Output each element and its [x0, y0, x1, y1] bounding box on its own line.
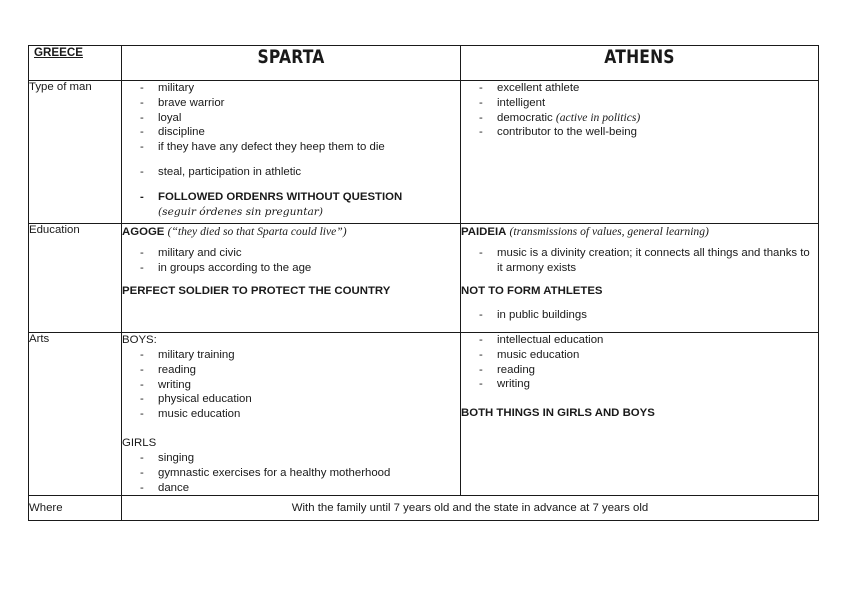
list-item: - in public buildings: [461, 308, 818, 323]
list-item: - democratic (active in politics): [461, 111, 818, 126]
sparta-type-list: [122, 81, 460, 155]
header-row: [29, 46, 819, 81]
boys-list: [122, 348, 460, 422]
list-item: - reading: [461, 363, 818, 378]
greece-header: [29, 46, 122, 81]
row-label-education: Education: [29, 224, 122, 333]
athens-type-list: [461, 81, 818, 140]
democratic-note: (active in politics): [555, 110, 641, 124]
list-item: - military training: [122, 348, 460, 363]
list-item: - excellent athlete: [461, 81, 818, 96]
athens-arts-conclusion: BOTH THINGS IN GIRLS AND BOYS: [461, 407, 655, 420]
where-text: With the family until 7 years old and the state in advance at 7 years old: [122, 496, 819, 521]
education-row: [29, 224, 819, 333]
greece-label: GREECE: [34, 46, 83, 59]
where-row: [29, 496, 819, 521]
list-item: - singing: [122, 451, 460, 466]
list-item: - brave warrior: [122, 96, 460, 111]
boys-label: BOYS:: [122, 334, 157, 346]
sparta-type-of-man: [122, 81, 461, 224]
list-item: - intellectual education: [461, 333, 818, 348]
sparta-education-conclusion: PERFECT SOLDIER TO PROTECT THE COUNTRY: [122, 284, 391, 297]
list-item: - discipline: [122, 125, 460, 140]
list-item: - music education: [461, 348, 818, 363]
list-item: - loyal: [122, 111, 460, 126]
sparta-title: SPARTA: [257, 46, 325, 68]
athens-type-of-man: [461, 81, 819, 224]
sparta-header: [122, 46, 461, 81]
paideia-heading: PAIDEIA (transmissions of values, general learning): [461, 225, 709, 238]
agoge-heading: AGOGE (“they died so that Sparta could live”): [122, 225, 347, 238]
list-item: - dance: [122, 481, 460, 496]
list-item: - military and civic: [122, 246, 460, 261]
athens-arts: [461, 333, 819, 496]
list-item: - military: [122, 81, 460, 96]
athens-header: [461, 46, 819, 81]
list-item: - reading: [122, 363, 460, 378]
list-item: - music education: [122, 407, 460, 422]
sparta-education: [122, 224, 461, 333]
orders-note: (seguir órdenes sin preguntar): [158, 205, 323, 218]
list-item: - gymnastic exercises for a healthy motherhood: [122, 466, 460, 481]
list-item: - steal, participation in athletic: [122, 165, 460, 180]
row-label-arts: Arts: [29, 333, 122, 496]
list-item: - physical education: [122, 392, 460, 407]
list-item-orders: - FOLLOWED ORDENRS WITHOUT QUESTION: [122, 190, 460, 205]
list-item: - intelligent: [461, 96, 818, 111]
arts-row: [29, 333, 819, 496]
girls-list: [122, 451, 460, 495]
athens-title: ATHENS: [604, 46, 675, 68]
sparta-education-list: [122, 246, 460, 276]
athens-arts-list: [461, 333, 818, 392]
list-item: - contributor to the well-being: [461, 125, 818, 140]
row-label-where: Where: [29, 496, 122, 521]
girls-label: GIRLS: [122, 436, 157, 449]
athens-education: [461, 224, 819, 333]
sparta-arts: [122, 333, 461, 496]
list-item: - if they have any defect they heep them to die: [122, 140, 460, 155]
comparison-table: [28, 45, 819, 521]
type-of-man-row: [29, 81, 819, 224]
athens-education-conclusion: NOT TO FORM ATHLETES: [461, 284, 603, 297]
list-item: - writing: [461, 377, 818, 392]
list-item: - in groups according to the age: [122, 261, 460, 276]
row-label-type-of-man: Type of man: [29, 81, 122, 224]
list-item: - writing: [122, 378, 460, 393]
list-item: - music is a divinity creation; it connects all things and thanks to it armony exists: [461, 246, 818, 276]
